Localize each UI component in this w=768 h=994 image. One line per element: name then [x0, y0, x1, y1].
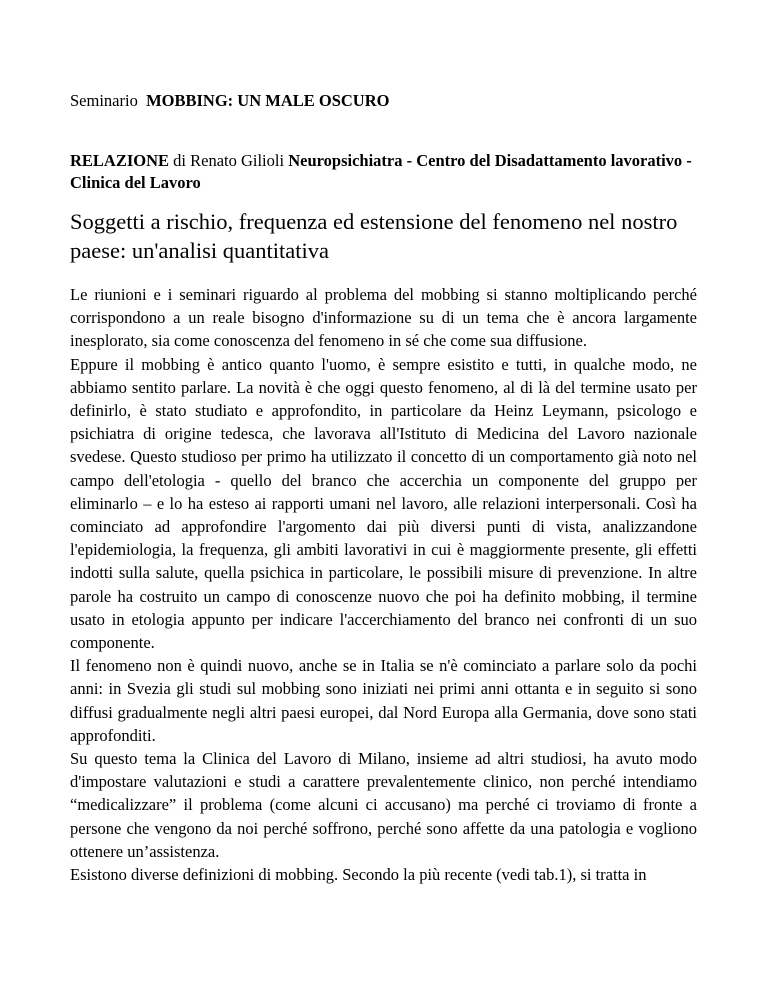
paragraph: Eppure il mobbing è antico quanto l'uomo, è sempre esistito e tutti, in qualche modo, ne abbiamo sentito parlare. La novità è che oggi questo fenomeno, al di là del termine usato per definirlo, è stato studiato e approfondito, in particolare da Heinz Leymann, psicologo e psichiatra di origine tedesca, che lavorava all'Istituto di Medicina del Lavoro nazionale svedese. Questo studioso per primo ha utilizzato il concetto di un comportamento già noto nel campo dell'etologia - quello del branco che accerchia un componente del gruppo per eliminarlo – e lo ha esteso ai rapporti umani nel lavoro, alle relazioni interpersonali. Così ha cominciato ad approfondire l'argomento dai più diversi punti di vista, analizzandone l'epidemiologia, la frequenza, gli ambiti lavorativi in cui è maggiormente presente, gli effetti indotti sulla salute, quella psichica in particolare, le possibili misure di prevenzione. In altre parole ha costruito un campo di conoscenze nuovo che poi ha definito mobbing, il termine usato in etologia appunto per indicare l'accerchiamento del branco nei confronti di un suo componente. — [70, 354, 697, 653]
seminar-title: MOBBING: UN MALE OSCURO — [146, 91, 390, 110]
relazione-line — [70, 150, 697, 194]
relazione-role: Neuropsichiatra - Centro del Disadattamento lavorativo - Clinica del Lavoro — [70, 151, 692, 192]
seminar-heading — [70, 90, 389, 112]
paragraph: Esistono diverse definizioni di mobbing. Secondo la più recente (vedi tab.1), si tratta in — [70, 865, 647, 885]
paragraph: Le riunioni e i seminari riguardo al problema del mobbing si stanno moltiplicando perché corrispondono a un reale bisogno d'informazione su di un tema che è ancora largamente inesplorato, sia come conoscenza del fenomeno in sé che come sua diffusione. — [70, 285, 697, 351]
document-body — [70, 283, 697, 886]
seminar-prefix: Seminario — [70, 91, 138, 110]
document-title: Soggetti a rischio, frequenza ed estensione del fenomeno nel nostro paese: un'analisi quantitativa — [70, 209, 678, 263]
paragraph: Su questo tema la Clinica del Lavoro di Milano, insieme ad altri studiosi, ha avuto modo d'impostare valutazioni e studi a carattere prevalentemente clinico, non perché intendiamo “medicalizzare” il problema (come alcuni ci accusano) ma perché ci troviamo di fronte a persone che vengono da noi perché soffrono, perché sono affette da una patologia e vogliono ottenere un’assistenza. — [70, 749, 697, 861]
relazione-author: di Renato Gilioli — [169, 151, 289, 170]
paragraph: Il fenomeno non è quindi nuovo, anche se in Italia se n'è cominciato a parlare solo da pochi anni: in Svezia gli studi sul mobbing sono iniziati nei primi anni ottanta e in seguito si sono diffusi gradualmente negli altri paesi europei, dal Nord Europa alla Germania, dove sono stati approfonditi. — [70, 656, 697, 745]
relazione-label: RELAZIONE — [70, 151, 170, 170]
